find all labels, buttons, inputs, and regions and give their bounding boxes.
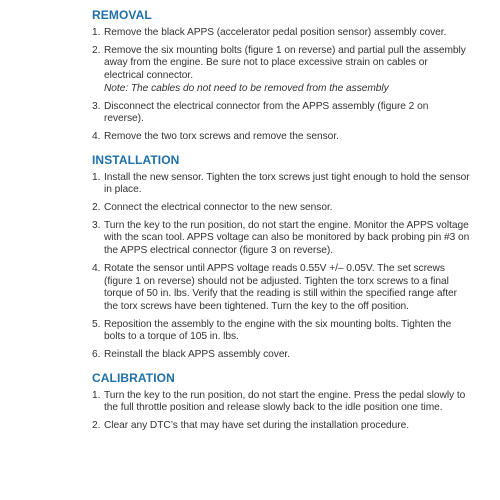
installation-steps bbox=[92, 172, 470, 362]
step-number: 1. bbox=[92, 171, 101, 183]
step-number: 1. bbox=[92, 27, 101, 38]
step-text: Turn the key to the run position, do not start the engine. Press the pedal slowly to the full throttle position and release slowly back to the idle position one time. bbox=[104, 389, 466, 414]
step-number: 4. bbox=[92, 130, 101, 142]
removal-steps bbox=[92, 27, 470, 144]
step-number: 1. bbox=[92, 389, 101, 401]
list-item bbox=[92, 390, 470, 415]
step-number: 6. bbox=[92, 349, 101, 361]
calibration-steps bbox=[92, 390, 470, 433]
section-heading-removal: REMOVAL bbox=[92, 8, 152, 22]
section-heading-calibration: CALIBRATION bbox=[92, 370, 175, 385]
list-item bbox=[92, 349, 470, 362]
step-text: Rotate the sensor until APPS voltage reads 0.55V +/– 0.05V. The set screws (figure 1 on reverse) should not be adjusted. Tighten the torx screws to a final torque of 50 in. lbs. Verify that the reading is still within the specified range after the torx screws have been tightened. Turn the key to the off position. bbox=[104, 262, 457, 312]
calibration-section bbox=[92, 371, 470, 433]
list-item bbox=[92, 202, 470, 215]
step-text: Remove the black APPS (accelerator pedal position sensor) assembly cover. bbox=[104, 27, 447, 38]
step-note: Note: The cables do not need to be removed from the assembly bbox=[104, 82, 389, 94]
list-item bbox=[92, 131, 470, 144]
step-text: Turn the key to the run position, do not start the engine. Monitor the APPS voltage with the scan tool. APPS voltage can also be monitored by back probing pin #3 on the APPS electrical connector (figure 3 on reverse). bbox=[104, 219, 470, 257]
step-number: 2. bbox=[92, 202, 101, 214]
list-item bbox=[92, 420, 470, 433]
step-number: 3. bbox=[92, 219, 101, 231]
step-text: Disconnect the electrical connector from the APPS assembly (figure 2 on reverse). bbox=[104, 100, 429, 125]
step-number: 4. bbox=[92, 262, 101, 274]
step-text: Install the new sensor. Tighten the torx screws just tight enough to hold the sensor in place. bbox=[104, 171, 470, 196]
installation-section bbox=[92, 153, 470, 362]
step-text: Connect the electrical connector to the new sensor. bbox=[104, 202, 333, 214]
step-text: Clear any DTC’s that may have set during the installation procedure. bbox=[104, 420, 410, 432]
list-item bbox=[92, 263, 470, 314]
step-number: 2. bbox=[92, 420, 101, 432]
list-item bbox=[92, 319, 470, 344]
step-number: 3. bbox=[92, 100, 101, 112]
step-text: Remove the six mounting bolts (figure 1 on reverse) and partial pull the assembly away from the engine. Be sure not to place excessive strain on cables or electrical connector. bbox=[104, 44, 466, 82]
list-item bbox=[92, 172, 470, 197]
list-item bbox=[92, 101, 470, 126]
step-number: 5. bbox=[92, 318, 101, 330]
list-item bbox=[92, 45, 470, 96]
step-number: 2. bbox=[92, 44, 101, 56]
removal-section bbox=[92, 8, 470, 144]
section-heading-installation: INSTALLATION bbox=[92, 152, 180, 167]
step-text: Reinstall the black APPS assembly cover. bbox=[104, 349, 290, 361]
step-text: Reposition the assembly to the engine with the six mounting bolts. Tighten the bolts to a torque of 105 in. lbs. bbox=[104, 318, 452, 343]
step-text: Remove the two torx screws and remove the sensor. bbox=[104, 130, 339, 142]
list-item bbox=[92, 220, 470, 258]
list-item bbox=[92, 27, 470, 40]
